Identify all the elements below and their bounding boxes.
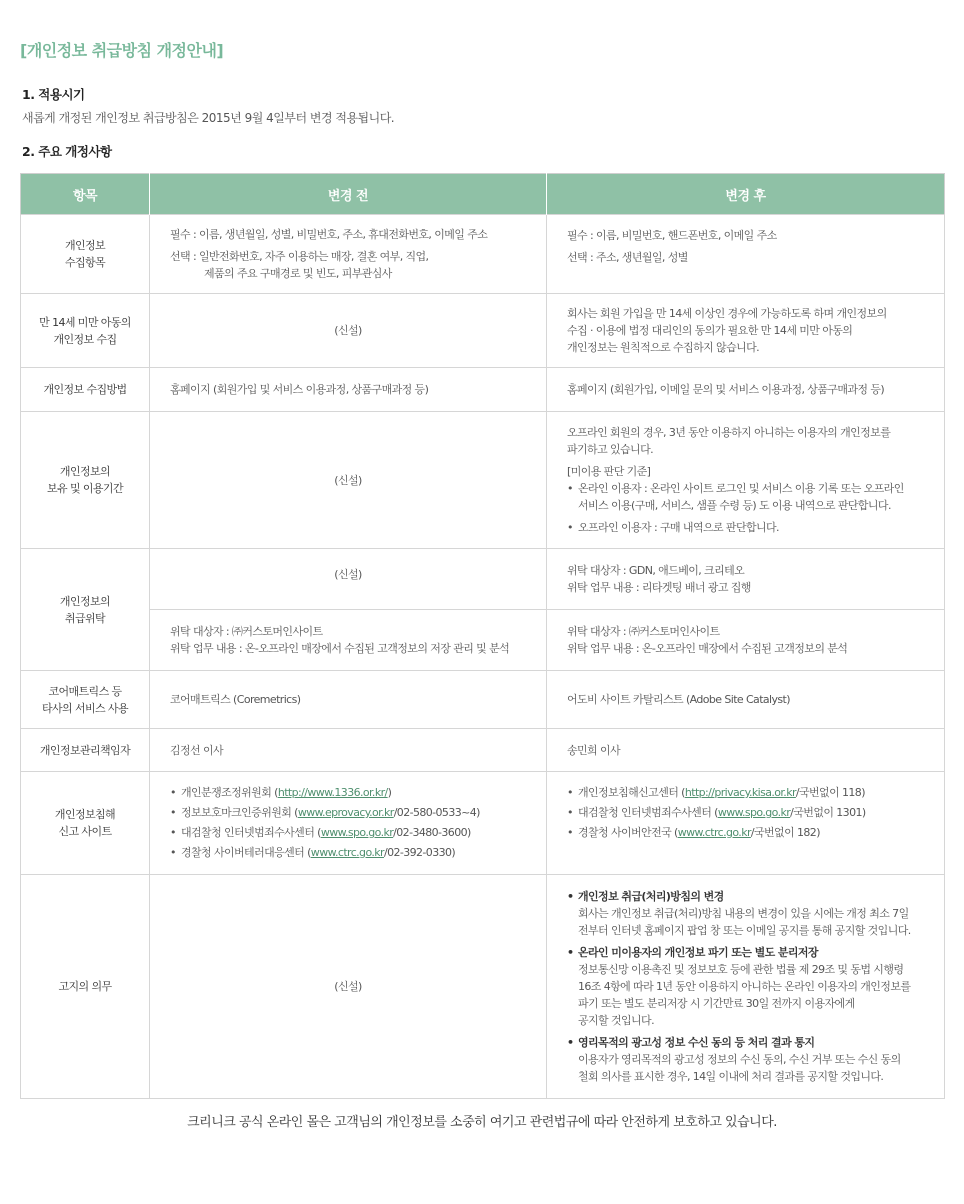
row-item-report: 개인정보침해 신고 사이트	[21, 772, 150, 875]
row-before-analytics: 코어매트릭스 (Coremetrics)	[150, 671, 547, 729]
table-row	[21, 729, 945, 772]
list-item: • 대검찰청 인터넷범죄수사센터 (www.spo.go.kr/02-3480-3600)	[170, 823, 526, 843]
report-link[interactable]: www.spo.go.kr	[717, 806, 791, 819]
row-before-outsource-2: 위탁 대상자 : ㈜커스토머인사이트 위탁 업무 내용 : 온-오프라인 매장에서 수집된 고객정보의 저장 관리 및 분석	[150, 610, 547, 671]
list-item: • 개인분쟁조정위원회 (http://www.1336.or.kr/)	[170, 783, 526, 803]
row-item-method: 개인정보 수집방법	[21, 368, 150, 412]
list-item: • 개인정보침해신고센터 (http://privacy.kisa.or.kr/국번없이 118)	[567, 783, 924, 803]
row-after-collect: 필수 : 이름, 비밀번호, 핸드폰번호, 이메일 주소 선택 : 주소, 생년월일, 성별	[547, 215, 945, 294]
table-header-row	[21, 174, 945, 215]
report-link[interactable]: http://www.1336.or.kr/	[277, 786, 388, 799]
row-before-notice: (신설)	[150, 875, 547, 1099]
row-after-outsource-1: 위탁 대상자 : GDN, 애드베이, 크리테오 위탁 업무 내용 : 리타겟팅 배너 광고 집행	[547, 549, 945, 610]
footer-text: 크리니크 공식 온라인 몰은 고객님의 개인정보를 소중히 여기고 관련법규에 따라 안전하게 보호하고 있습니다.	[187, 1115, 777, 1130]
row-after-notice: • 개인정보 취급(처리)방침의 변경 회사는 개인정보 취급(처리)방침 내용의 변경이 있을 시에는 개정 최소 7일 전부터 인터넷 홈페이지 팝업 창 또는 이메일 공지를 통해 공지할 것입니다. • 온라인 미이용자의 개인정보 파기 또는 별도 분리저장 정보통신망 이용촉진 및 정보보호 등에 관한 법률 제 29조 및 동법 시행령 16조 4항에 따라 1년 동안 이용하지 아니하는 온라인 이용자의 개인정보를 파기 또는 별도 분리저장 시 기간만료 30일 전까지 이용자에게 공지할 것입니다. • 영리목적의 광고성 정보 수신 동의 등 처리 결과 통지 이용자가 영리목적의 광고성 정보의 수신 동의, 수신 거부 또는 수신 동의 철회 의사를 표시한 경우, 14일 이내에 처리 결과를 공지할 것입니다.	[547, 875, 945, 1099]
report-link[interactable]: www.eprovacy.or.kr	[297, 806, 394, 819]
row-before-report	[150, 772, 547, 875]
page-title: [개인정보 취급방침 개정안내]	[20, 41, 224, 60]
table-row	[21, 549, 945, 610]
row-before-method: 홈페이지 (회원가입 및 서비스 이용과정, 상품구매과정 등)	[150, 368, 547, 412]
table-row	[21, 671, 945, 729]
table-row	[21, 610, 945, 671]
section1-heading: 1. 적용시기	[22, 87, 85, 102]
table-row	[21, 215, 945, 294]
header-item: 항목	[21, 174, 150, 215]
row-item-child: 만 14세 미만 아동의 개인정보 수집	[21, 294, 150, 368]
list-item: • 경찰청 사이버안전국 (www.ctrc.go.kr/국번없이 182)	[567, 823, 924, 843]
row-before-collect: 필수 : 이름, 생년월일, 성별, 비밀번호, 주소, 휴대전화번호, 이메일 주소 선택 : 일반전화번호, 자주 이용하는 매장, 결혼 여부, 직업, 제품의 주요 구매경로 및 빈도, 피부관심사	[150, 215, 547, 294]
section2-heading: 2. 주요 개정사항	[22, 144, 112, 159]
report-link[interactable]: www.spo.go.kr	[320, 826, 394, 839]
header-before: 변경 전	[150, 174, 547, 215]
table-row	[21, 772, 945, 875]
table-row	[21, 875, 945, 1099]
row-before-child: (신설)	[150, 294, 547, 368]
row-before-retention: (신설)	[150, 412, 547, 549]
list-item: • 경찰청 사이버테러대응센터 (www.ctrc.go.kr/02-392-0330)	[170, 843, 526, 863]
report-link[interactable]: http://privacy.kisa.or.kr	[684, 786, 796, 799]
row-item-notice: 고지의 의무	[21, 875, 150, 1099]
list-item: • 대검찰청 인터넷범죄수사센터 (www.spo.go.kr/국번없이 1301)	[567, 803, 924, 823]
table-row	[21, 294, 945, 368]
row-after-retention: 오프라인 회원의 경우, 3년 동안 이용하지 아니하는 이용자의 개인정보를 파기하고 있습니다. [미이용 판단 기준] • 온라인 이용자 : 온라인 사이트 로그인 및 서비스 이용 기록 또는 오프라인 서비스 이용(구매, 서비스, 샘플 수령 등) 도 이용 내역으로 판단합니다. • 오프라인 이용자 : 구매 내역으로 판단합니다.	[547, 412, 945, 549]
row-item-outsource: 개인정보의 취급위탁	[21, 549, 150, 671]
row-before-manager: 김정선 이사	[150, 729, 547, 772]
table-row	[21, 412, 945, 549]
row-after-outsource-2: 위탁 대상자 : ㈜커스토머인사이트 위탁 업무 내용 : 온-오프라인 매장에서 수집된 고객정보의 분석	[547, 610, 945, 671]
header-after: 변경 후	[547, 174, 945, 215]
row-item-analytics: 코어매트릭스 등 타사의 서비스 사용	[21, 671, 150, 729]
report-link[interactable]: www.ctrc.go.kr	[310, 846, 384, 859]
row-item-collect: 개인정보 수집항목	[21, 215, 150, 294]
row-after-report	[547, 772, 945, 875]
list-item: • 정보보호마크인증위원회 (www.eprovacy.or.kr/02-580-0533~4)	[170, 803, 526, 823]
section1-text: 새롭게 개정된 개인정보 취급방침은 2015년 9월 4일부터 변경 적용됩니다.	[22, 111, 395, 125]
table-row	[21, 368, 945, 412]
row-after-manager: 송민희 이사	[547, 729, 945, 772]
row-item-manager: 개인정보관리책임자	[21, 729, 150, 772]
row-after-analytics: 어도비 사이트 카탈리스트 (Adobe Site Catalyst)	[547, 671, 945, 729]
row-after-method: 홈페이지 (회원가입, 이메일 문의 및 서비스 이용과정, 상품구매과정 등)	[547, 368, 945, 412]
report-link[interactable]: www.ctrc.go.kr	[677, 826, 751, 839]
row-before-outsource-1: (신설)	[150, 549, 547, 610]
row-item-retention: 개인정보의 보유 및 이용기간	[21, 412, 150, 549]
policy-changes-table	[20, 173, 945, 1099]
row-after-child: 회사는 회원 가입을 만 14세 이상인 경우에 가능하도록 하며 개인정보의 수집 · 이용에 법정 대리인의 동의가 필요한 만 14세 미만 아동의 개인정보는 원칙적으로 수집하지 않습니다.	[547, 294, 945, 368]
